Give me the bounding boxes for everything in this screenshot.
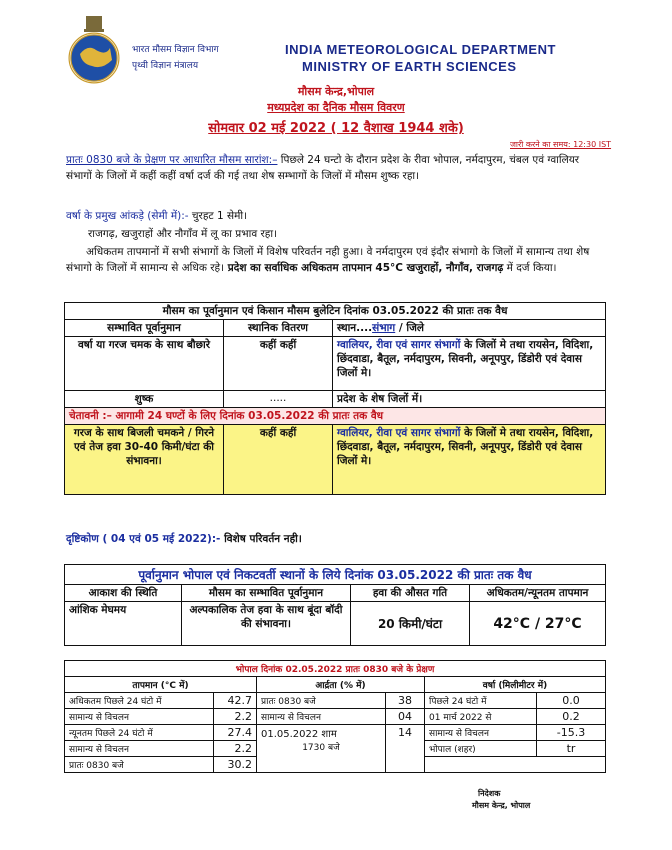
hum-value-2: 14: [386, 725, 425, 773]
temp-value-2: 27.4: [214, 725, 257, 741]
rain-value-1: 0.2: [537, 709, 606, 725]
temperature-highlight: प्रदेश का सर्वाधिक अधिकतम तापमान 45°C खजुराहों, नौगाँव, राजगढ़: [224, 262, 504, 274]
org-hindi-line2: पृथ्वी विज्ञान मंत्रालय: [132, 61, 199, 71]
bhopal-head-temp: अधिकतम/न्यूनतम तापमान: [470, 585, 606, 602]
bhopal-forecast-title: पूर्वानुमान भोपाल एवं निकटवर्ती स्थानों के लिये दिनांक 03.05.2022 की प्रातः तक वैध: [65, 565, 606, 585]
obs-head-rain: वर्षा (मिलीमीटर में): [425, 677, 606, 693]
temp-label-3: सामान्य से विचलन: [65, 741, 214, 757]
row1-distribution: कहीं कहीं: [224, 337, 333, 391]
row2-forecast: शुष्क: [65, 391, 224, 408]
warning-forecast: गरज के साथ बिजली चमकने / गिरने एवं तेज हवा 30-40 किमी/घंटा की संभावना।: [65, 425, 224, 495]
summary-label: प्रातः 0830 बजे के प्रेक्षण पर आधारित मौसम सारांश:–: [66, 154, 278, 166]
temp-value-4: 30.2: [214, 757, 257, 773]
rain-value-3: tr: [537, 741, 606, 757]
col-forecast: सम्भावित पूर्वानुमान: [65, 320, 224, 337]
imd-logo: [66, 14, 122, 88]
rainfall-text: चुरहट 1 सेमी।: [188, 210, 248, 222]
row2-place: प्रदेश के शेष जिलों में।: [333, 391, 606, 408]
bhopal-forecast: अल्पकालिक तेज हवा के साथ बूंदा बॉदी की संभावना।: [182, 602, 351, 646]
heatwave-text: राजगढ़, खजुराहों और नौगाँव में लू का प्रभाव रहा।: [88, 228, 278, 240]
row1-forecast: वर्षा या गरज चमक के साथ बौछारे: [65, 337, 224, 391]
hum-label-2-date: 01.05.2022 शाम: [261, 729, 337, 740]
temp-value-3: 2.2: [214, 741, 257, 757]
rainfall-label: वर्षा के प्रमुख आंकड़े (सेमी में):-: [66, 210, 189, 222]
temperature-text: अधिकतम तापमानों में सभी संभागों के जिलों में विशेष परिवर्तन नही हुआ। वे नर्मदापुरम एवं इंदौर संभागो के जिलों में सामान्य तथा शेष संभागो के जिलों में सामान्य से अधिक रहे।: [66, 246, 590, 274]
org-english-line1: INDIA METEOROLOGICAL DEPARTMENT: [285, 42, 556, 57]
bhopal-head-wind: हवा की औसत गति: [351, 585, 470, 602]
col-place-suffix: / जिले: [395, 322, 424, 334]
hum-label-0: प्रातः 0830 बजे: [257, 693, 386, 709]
row1-place: [333, 337, 606, 391]
observation-table: [64, 660, 606, 773]
rain-label-3: भोपाल (शहर): [425, 741, 537, 757]
warning-place-division: ग्वालियर, रीवा एवं सागर संभागों: [337, 427, 461, 439]
rain-value-2: -15.3: [537, 725, 606, 741]
temp-label-2: न्यूनतम पिछले 24 घंटो में: [65, 725, 214, 741]
rain-value-0: 0.0: [537, 693, 606, 709]
obs-head-temp: तापमान (°C में): [65, 677, 257, 693]
page-title: मध्यप्रदेश का दैनिक मौसम विवरण: [267, 101, 405, 114]
outlook-label: दृष्टिकोण ( 04 एवं 05 मई 2022):-: [66, 533, 221, 545]
col-distribution: स्थानिक वितरण: [224, 320, 333, 337]
hum-label-2: [257, 725, 386, 773]
outlook: [66, 532, 302, 546]
observation-title: भोपाल दिनांक 02.05.2022 प्रातः 0830 बजे के प्रेक्षण: [65, 661, 606, 677]
rain-label-0: पिछले 24 घंटो में: [425, 693, 537, 709]
issue-time: जारी करने का समय: 12:30 IST: [510, 140, 612, 149]
centre-name: मौसम केन्द्र,भोपाल: [297, 85, 375, 98]
row2-distribution: .....: [224, 391, 333, 408]
bhopal-head-sky: आकाश की स्थिति: [65, 585, 182, 602]
row1-place-division: ग्वालियर, रीवा एवं सागर संभागों: [337, 339, 461, 351]
bhopal-head-forecast: मौसम का सम्भावित पूर्वानुमान: [182, 585, 351, 602]
outlook-text: विशेष परिवर्तन नही।: [220, 533, 302, 545]
warning-title-text: आगामी 24 घण्टों के लिए दिनांक 03.05.2022 की प्रातः तक वैध: [111, 410, 384, 422]
temp-value-0: 42.7: [214, 693, 257, 709]
bhopal-temp: 42°C / 27°C: [470, 602, 606, 646]
temp-label-4: प्रातः 0830 बजे: [65, 757, 214, 773]
signature-office: मौसम केन्द्र, भोपाल: [472, 801, 531, 810]
signature-designation: निदेशक: [478, 789, 501, 798]
forecast-table: [64, 302, 606, 495]
rain-empty-cell: [425, 757, 606, 773]
warning-title: [65, 408, 606, 425]
hum-value-1: 04: [386, 709, 425, 725]
col-place-prefix: स्थान....: [337, 322, 373, 334]
weather-summary: [66, 152, 606, 184]
org-hindi-line1: भारत मौसम विज्ञान विभाग: [132, 45, 219, 55]
obs-head-humidity: आर्द्रता (% में): [257, 677, 425, 693]
hum-label-1: सामान्य से विचलन: [257, 709, 386, 725]
rain-label-2: सामान्य से विचलन: [425, 725, 537, 741]
temp-value-1: 2.2: [214, 709, 257, 725]
bhopal-sky: आंशिक मेघमय: [65, 602, 182, 646]
row1-place-rest: के जिलों मे तथा रायसेन, विदिशा, छिंदवाडा, बैतूल, नर्मदापुरम, सिवनी, अनूपपुर, डिंडोरी एवं देवास जिलों मे।: [337, 339, 594, 379]
summary-text: पिछले 24 घन्टो के दौरान प्रदेश के रीवा भोपाल, नर्मदापुरम, चंबल एवं ग्वालियर संभागों के जिलों में कहीं कहीं वर्षा दर्ज की गई तथा शेष सम्भागों के जिलों में मौसम शुष्क रहा।: [66, 154, 580, 182]
date-line: सोमवार 02 मई 2022 ( 12 वैशाख 1944 शके): [208, 121, 464, 136]
warning-place: [333, 425, 606, 495]
forecast-title: मौसम का पूर्वानुमान एवं किसान मौसम बुलेटिन दिनांक 03.05.2022 की प्रातः तक वैध: [65, 303, 606, 320]
hum-label-2-time: 1730 बजे: [302, 743, 340, 753]
temperature-paragraph: [66, 244, 606, 276]
hum-value-0: 38: [386, 693, 425, 709]
temp-label-0: अधिकतम पिछले 24 घंटो में: [65, 693, 214, 709]
warning-distribution: कहीं कहीं: [224, 425, 333, 495]
bhopal-forecast-table: [64, 564, 606, 646]
col-place-division: संभाग: [372, 322, 396, 334]
rain-label-1: 01 मार्च 2022 से: [425, 709, 537, 725]
temperature-tail: में दर्ज किया।: [503, 262, 557, 274]
col-place: [333, 320, 606, 337]
warning-place-rest: के जिलों मे तथा रायसेन, विदिशा, छिंदवाडा, बैतूल, नर्मदापुरम, सिवनी, अनूपपुर, डिंडोरी एवं देवास जिलों मे।: [337, 427, 594, 467]
temp-label-1: सामान्य से विचलन: [65, 709, 214, 725]
bhopal-wind: 20 किमी/घंटा: [351, 602, 470, 646]
warning-label: चेतावनी :–: [69, 410, 112, 422]
rainfall-figures: [66, 208, 606, 224]
org-english-line2: MINISTRY OF EARTH SCIENCES: [302, 59, 517, 74]
